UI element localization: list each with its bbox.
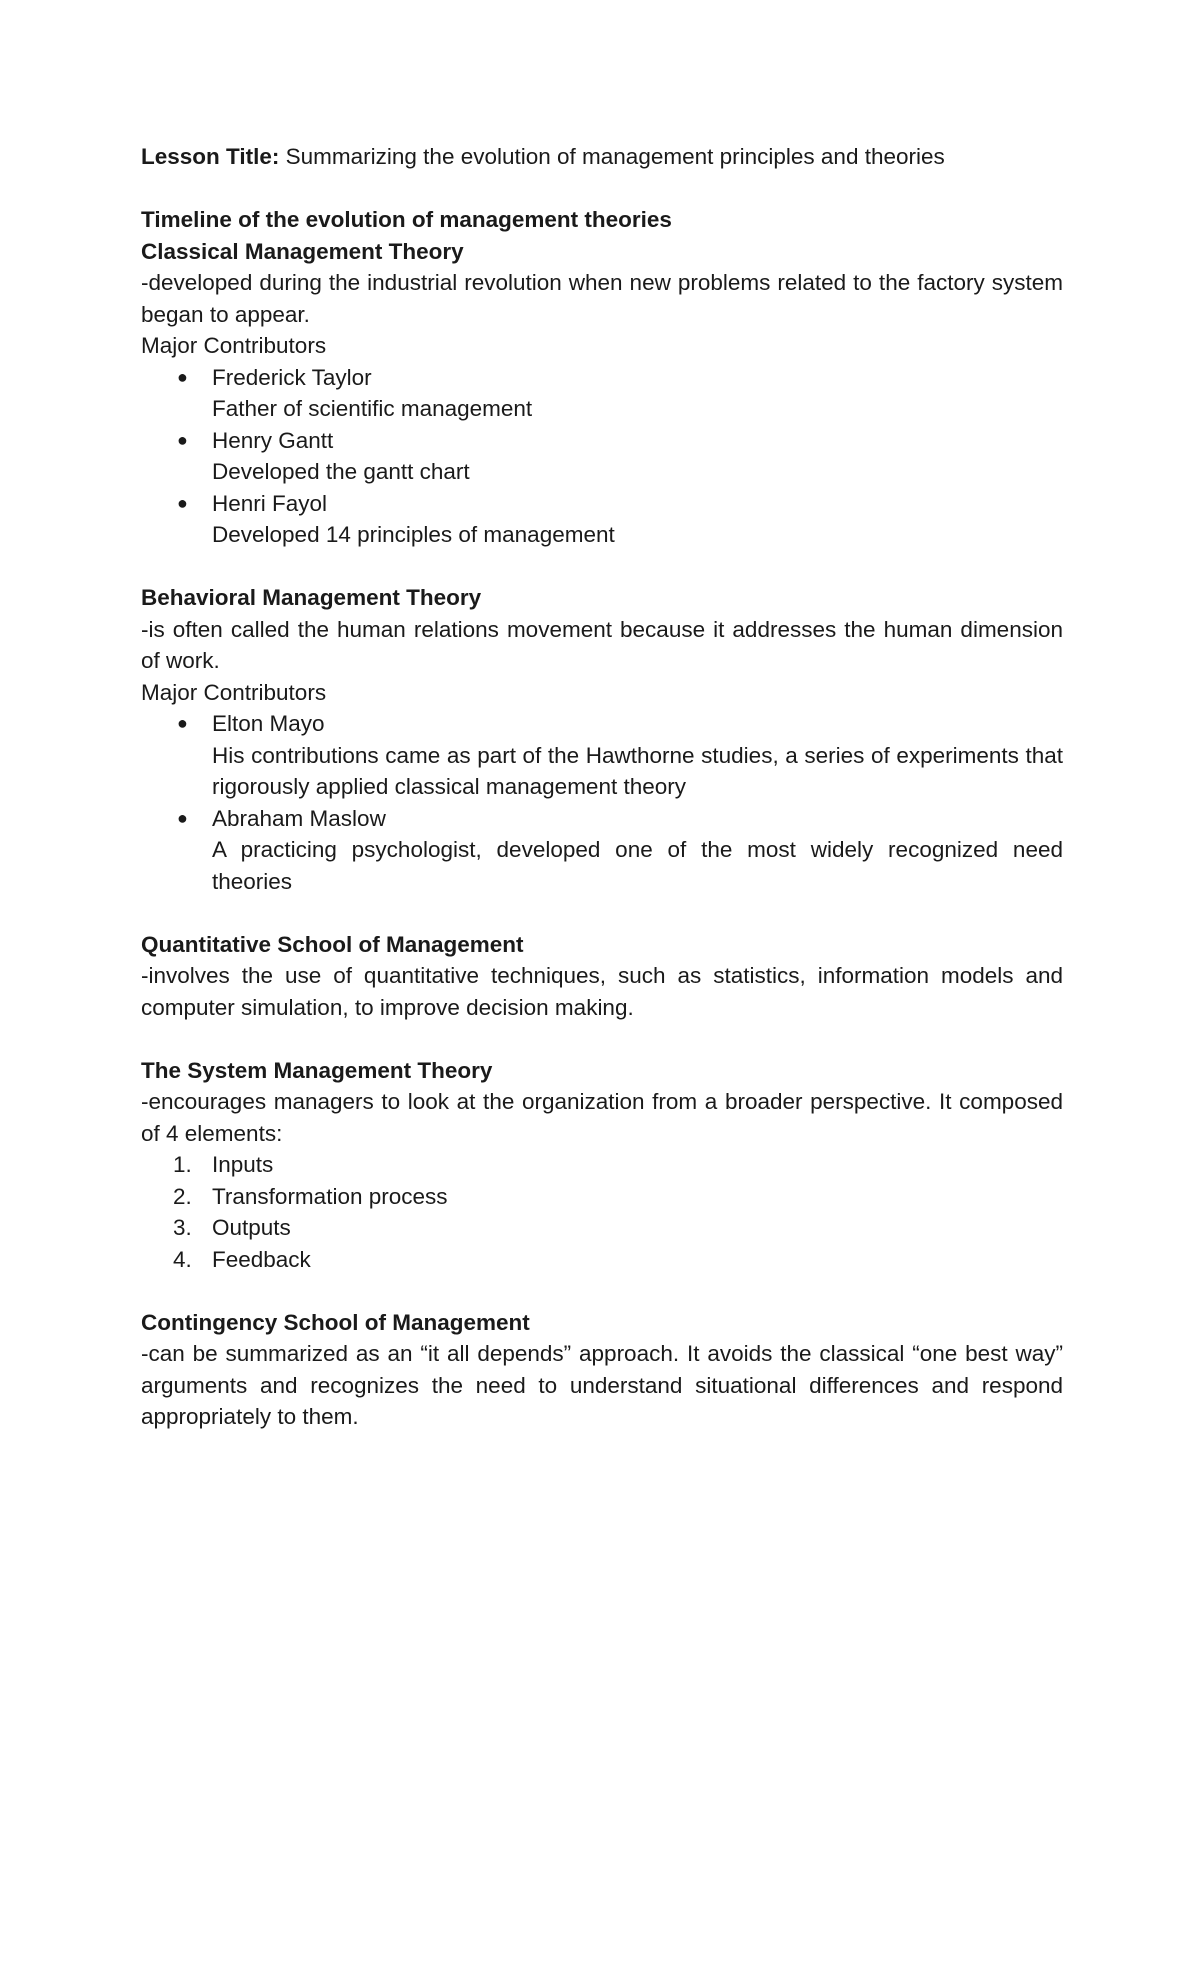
element-label: Inputs — [212, 1152, 274, 1177]
contributor-description: His contributions came as part of the Hawthorne studies, a series of experiments that rigorously applied classical management theory — [212, 742, 1063, 799]
contingency-heading: Contingency School of Management — [141, 1309, 530, 1335]
list-item — [141, 708, 1063, 803]
spacer — [141, 551, 1063, 583]
lesson-title-line — [141, 141, 1063, 173]
list-item — [141, 1212, 1063, 1244]
contingency-description: -can be summarized as an “it all depends” approach. It avoids the classical “one best way” arguments and recognizes the need to understand situational differences and respond appropriately to them. — [141, 1341, 1063, 1429]
system-description: -encourages managers to look at the organization from a broader perspective. It composed of 4 elements: — [141, 1089, 1063, 1146]
lesson-title-label: Lesson Title: — [141, 144, 280, 169]
list-item — [141, 488, 1063, 551]
element-label: Transformation process — [212, 1183, 448, 1209]
list-item — [141, 362, 1063, 425]
list-item — [141, 1244, 1063, 1276]
element-label: Feedback — [212, 1246, 311, 1272]
bullet-icon: ● — [177, 713, 188, 733]
classical-heading: Classical Management Theory — [141, 238, 464, 264]
behavioral-contributors-list — [141, 708, 1063, 897]
spacer — [141, 173, 1063, 205]
behavioral-description: -is often called the human relations movement because it addresses the human dimension of work. — [141, 616, 1063, 673]
list-item — [141, 425, 1063, 488]
contributor-name: Abraham Maslow — [212, 805, 386, 831]
contributor-description: Father of scientific management — [212, 396, 533, 421]
list-item — [141, 1149, 1063, 1181]
contributor-description: A practicing psychologist, developed one of the most widely recognized need theories — [212, 837, 1063, 894]
quantitative-heading: Quantitative School of Management — [141, 931, 524, 957]
classical-contributors-list — [141, 362, 1063, 551]
contributor-name: Henri Fayol — [212, 490, 328, 516]
quantitative-description: -involves the use of quantitative techniques, such as statistics, information models and computer simulation, to improve decision making. — [141, 963, 1063, 1020]
system-heading: The System Management Theory — [141, 1057, 493, 1083]
list-number: 4. — [173, 1246, 192, 1272]
document-page — [141, 141, 1063, 1433]
spacer — [141, 897, 1063, 929]
lesson-title-text: Summarizing the evolution of management principles and theories — [285, 144, 945, 169]
spacer — [141, 1275, 1063, 1307]
list-number: 1. — [173, 1152, 192, 1177]
spacer — [141, 1023, 1063, 1055]
bullet-icon: ● — [177, 807, 188, 828]
bullet-icon: ● — [177, 366, 188, 387]
contributor-description: Developed the gantt chart — [212, 459, 470, 484]
list-number: 2. — [173, 1183, 192, 1209]
contributor-description: Developed 14 principles of management — [212, 522, 615, 547]
element-label: Outputs — [212, 1215, 291, 1240]
classical-description: -developed during the industrial revolution when new problems related to the factory system began to appear. — [141, 270, 1063, 327]
contributor-name: Frederick Taylor — [212, 364, 372, 390]
list-number: 3. — [173, 1215, 192, 1240]
contributor-name: Henry Gantt — [212, 427, 334, 453]
contributor-name: Elton Mayo — [212, 711, 325, 736]
system-elements-list — [141, 1149, 1063, 1275]
behavioral-heading: Behavioral Management Theory — [141, 585, 482, 610]
timeline-heading: Timeline of the evolution of management theories — [141, 207, 672, 232]
behavioral-contributors-label: Major Contributors — [141, 679, 327, 705]
bullet-icon: ● — [177, 492, 188, 513]
list-item — [141, 803, 1063, 898]
classical-contributors-label: Major Contributors — [141, 333, 327, 358]
list-item — [141, 1181, 1063, 1213]
bullet-icon: ● — [177, 429, 188, 450]
